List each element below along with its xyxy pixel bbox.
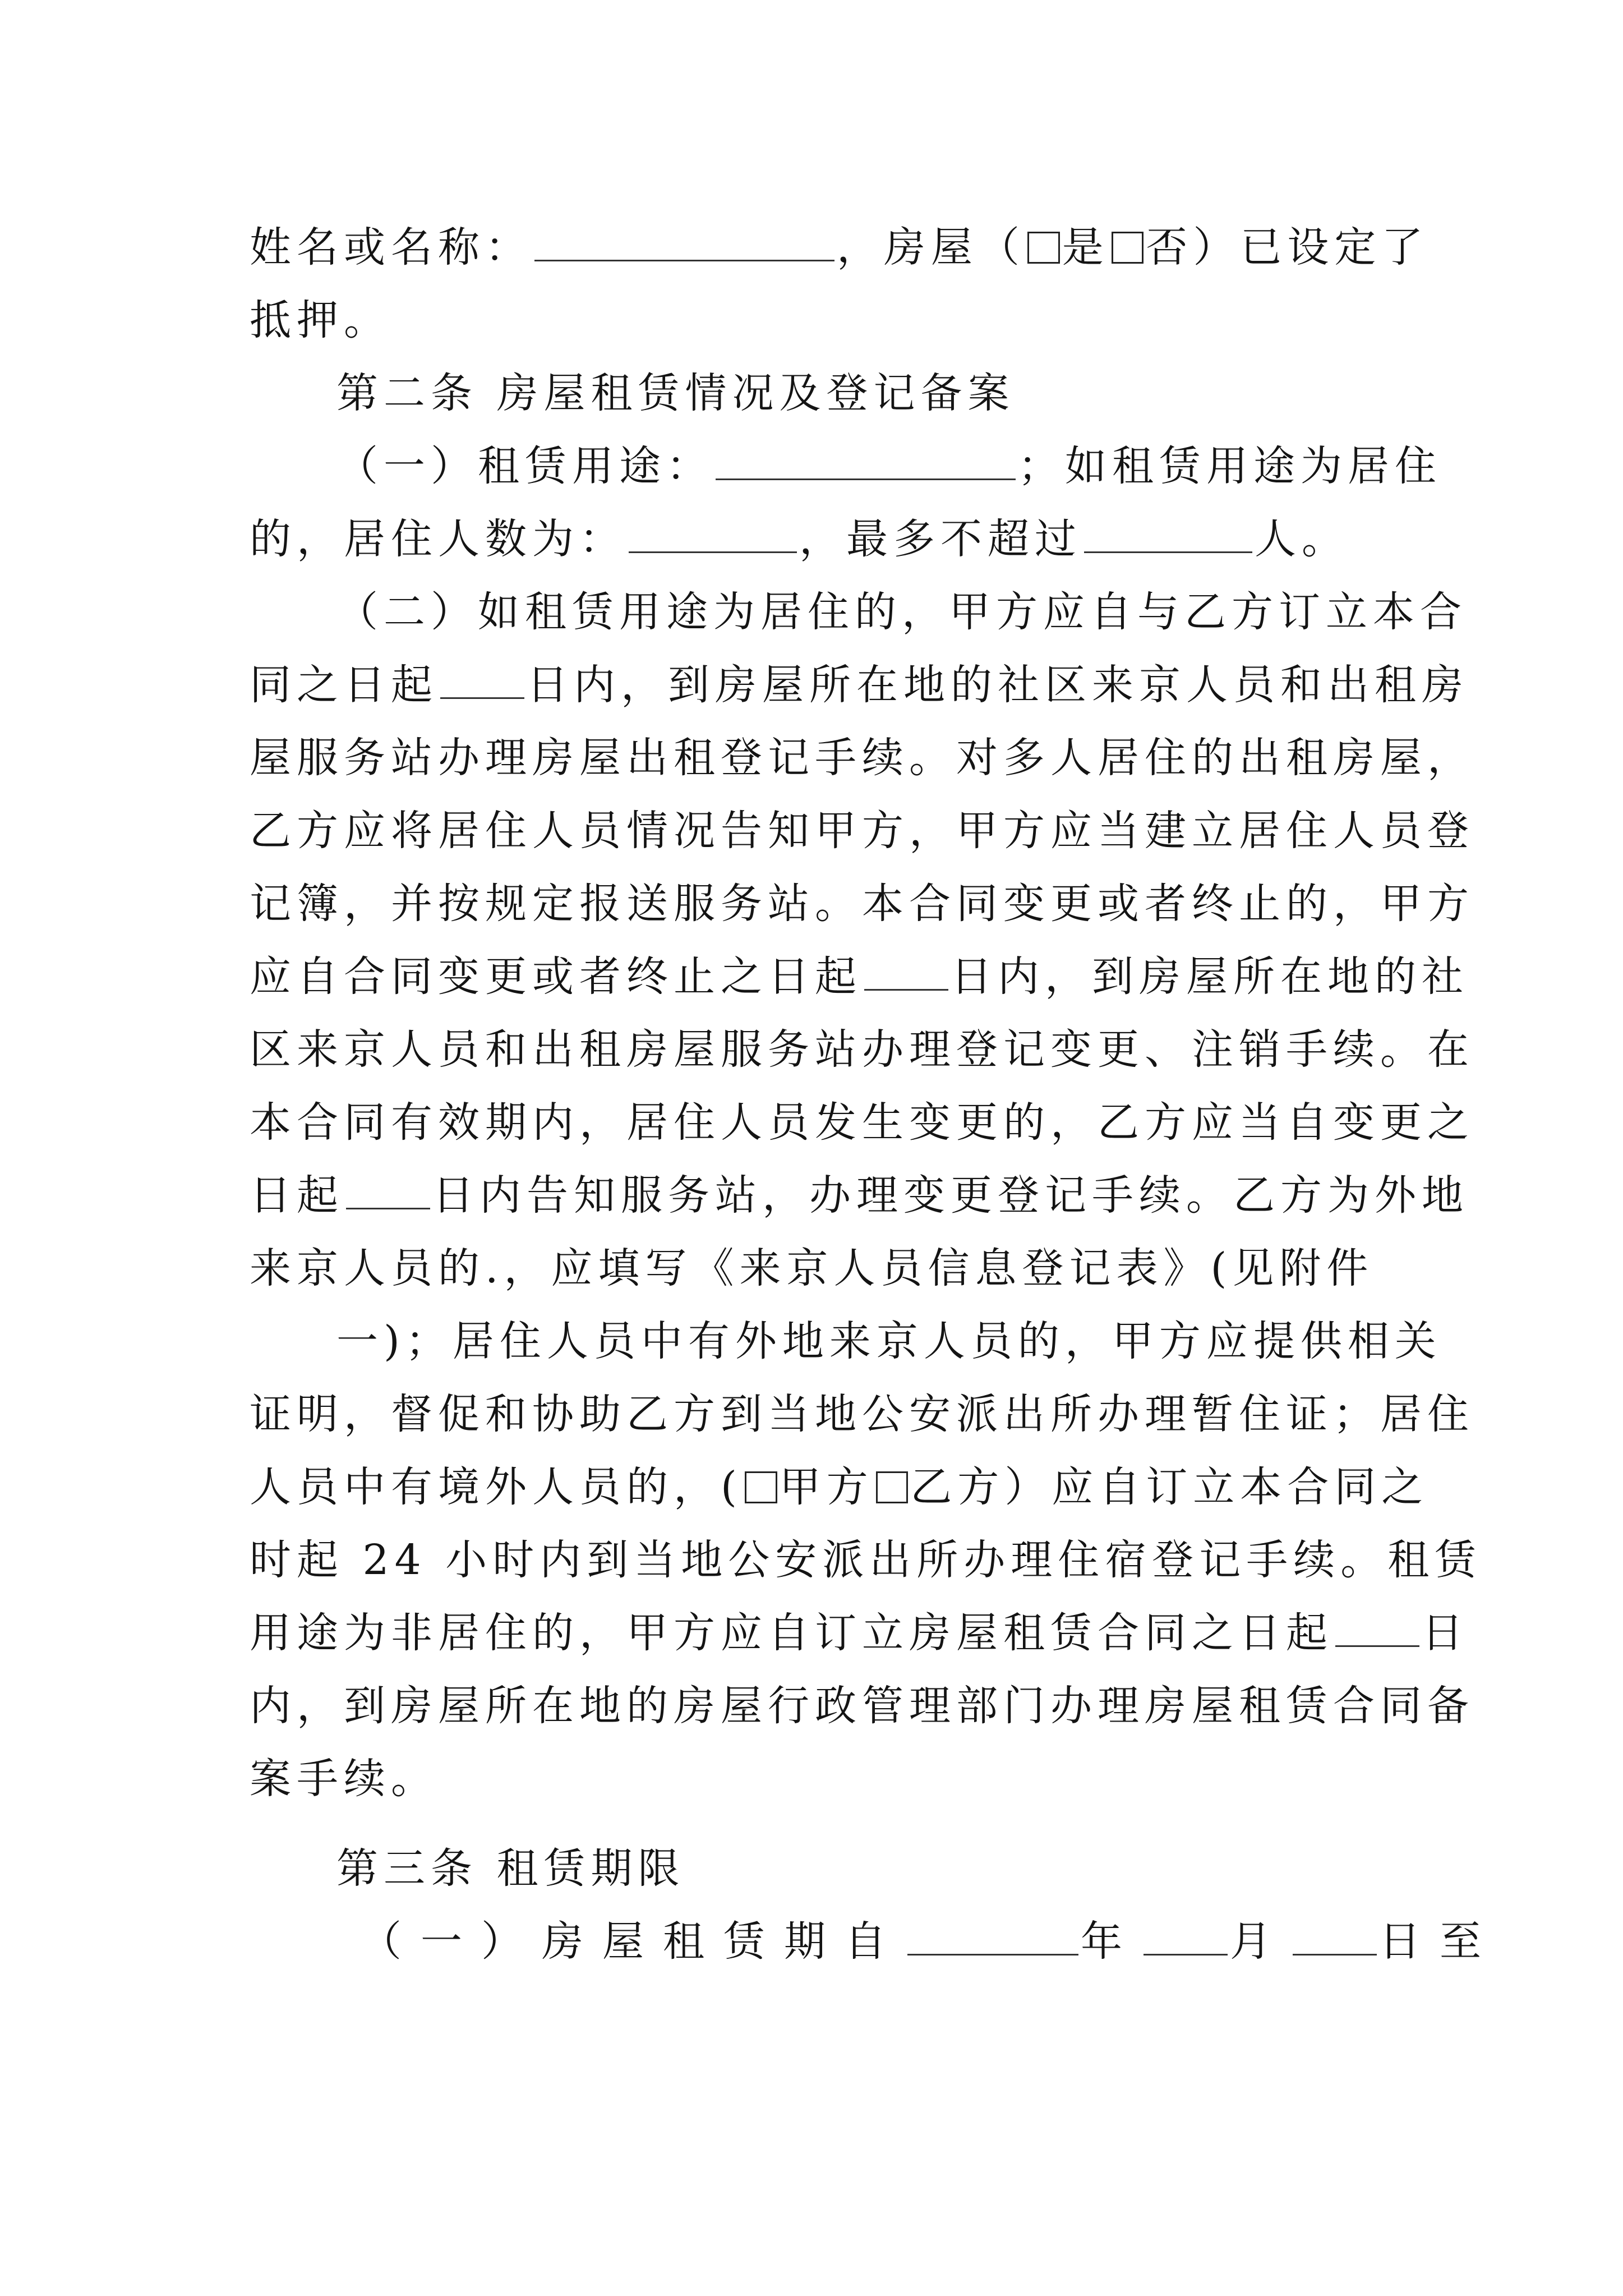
text-line: 同之日起 日内，到房屋所在地的社区来京人员和出租房 [250, 661, 1469, 709]
text-line: 本合同有效期内，居住人员发生变更的，乙方应当自变更之 [250, 1098, 1474, 1147]
text-line: 人员中有境外人员的，( 甲方 乙方）应自订立本合同之 [250, 1463, 1429, 1511]
fill-blank-days[interactable] [1335, 1608, 1419, 1647]
text-line: 乙方应将居住人员情况告知甲方，甲方应当建立居住人员登 [250, 807, 1474, 855]
text-line: （一）房屋租赁期自 年 月 日至 [360, 1917, 1500, 1966]
text-line: 姓名或名称： ，房屋（ 是 否）已设定了 [250, 223, 1429, 272]
text-line: 日起 日内告知服务站，办理变更登记手续。乙方为外地 [250, 1171, 1469, 1220]
text-line: 来京人员的.，应填写《来京人员信息登记表》(见附件 [250, 1244, 1374, 1292]
fill-blank-days[interactable] [346, 1170, 430, 1209]
text-line: 抵押。 [250, 296, 391, 344]
checkbox-no[interactable] [1112, 232, 1144, 264]
text-line: 用途为非居住的，甲方应自订立房屋租赁合同之日起 日 [250, 1609, 1469, 1657]
fill-blank-month[interactable] [1144, 1916, 1228, 1955]
text-line: 一)；居住人员中有外地来京人员的，甲方应提供相关 [336, 1317, 1442, 1365]
fill-blank-owner-name[interactable] [534, 222, 834, 261]
checkbox-yes[interactable] [1027, 232, 1060, 264]
text-line: 时起 24 小时内到当地公安派出所办理住宿登记手续。租赁 [250, 1536, 1482, 1584]
fill-blank-days[interactable] [864, 951, 948, 991]
checkbox-party-b[interactable] [876, 1471, 909, 1504]
fill-blank-days[interactable] [440, 660, 524, 699]
text-line: 内，到房屋所在地的房屋行政管理部门办理房屋租赁合同备 [250, 1682, 1474, 1730]
text-line: 应自合同变更或者终止之日起 日内，到房屋所在地的社 [250, 953, 1469, 1001]
fill-blank-day[interactable] [1293, 1916, 1377, 1955]
fill-blank-lease-purpose[interactable] [716, 441, 1016, 480]
fill-blank-occupants[interactable] [629, 514, 797, 553]
checkbox-party-a[interactable] [745, 1471, 777, 1504]
text-line: （一）租赁用途： ；如租赁用途为居住 [336, 442, 1442, 490]
fill-blank-year[interactable] [907, 1916, 1078, 1955]
article-heading: 第三条 租赁期限 [336, 1844, 685, 1893]
fill-blank-max-occupants[interactable] [1084, 514, 1252, 553]
text-line: 屋服务站办理房屋出租登记手续。对多人居住的出租房屋， [250, 734, 1474, 782]
article-heading: 第二条 房屋租赁情况及登记备案 [336, 369, 1015, 417]
text-line: 记簿，并按规定报送服务站。本合同变更或者终止的，甲方 [250, 880, 1474, 928]
text-line: 案手续。 [250, 1755, 438, 1803]
text-line: 的，居住人数为： ，最多不超过 人。 [250, 515, 1349, 563]
text-line: 区来京人员和出租房屋服务站办理登记变更、注销手续。在 [250, 1025, 1474, 1074]
text-line: （二）如租赁用途为居住的，甲方应自与乙方订立本合 [336, 588, 1467, 636]
text-line: 证明，督促和协助乙方到当地公安派出所办理暂住证；居住 [250, 1390, 1474, 1438]
